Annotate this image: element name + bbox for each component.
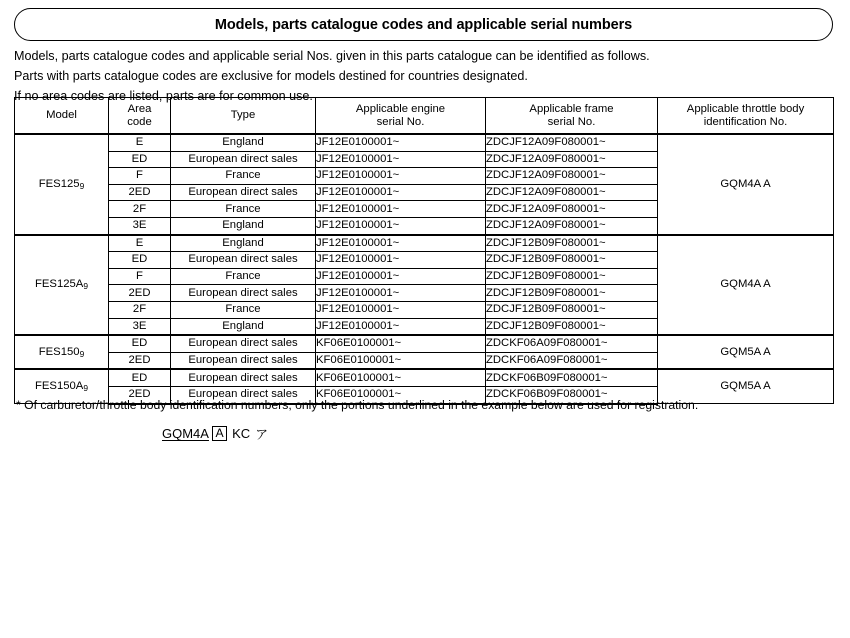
cell-engine-serial: JF12E0100001~ xyxy=(316,301,486,318)
column-header-engine-serial xyxy=(316,98,486,135)
cell-type: European direct sales xyxy=(171,151,316,168)
cell-type: European direct sales xyxy=(171,184,316,201)
cell-area-code: ED xyxy=(109,369,171,386)
cell-frame-serial: ZDCJF12A09F080001~ xyxy=(486,217,658,234)
column-header-throttle-body-line2: identification No. xyxy=(703,115,788,128)
identification-number-example xyxy=(162,424,268,443)
footnote-text: * Of carburetor/throttle body identification numbers, only the portions underlined in the example below are used for registration. xyxy=(16,398,699,412)
cell-frame-serial: ZDCJF12B09F080001~ xyxy=(486,285,658,302)
column-header-throttle-body xyxy=(658,98,834,135)
model-subscript: 9 xyxy=(79,348,85,359)
cell-frame-serial: ZDCKF06A09F080001~ xyxy=(486,352,658,369)
cell-type: European direct sales xyxy=(171,252,316,269)
intro-line-1: Models, parts catalogue codes and applicable serial Nos. given in this parts catalogue can be identified as follows. xyxy=(14,49,650,63)
model-subscript: 9 xyxy=(83,383,89,394)
cell-area-code: ED xyxy=(109,252,171,269)
table-row xyxy=(15,369,834,386)
cell-engine-serial: JF12E0100001~ xyxy=(316,252,486,269)
cell-engine-serial: JF12E0100001~ xyxy=(316,217,486,234)
cell-area-code: E xyxy=(109,134,171,151)
cell-frame-serial: ZDCJF12A09F080001~ xyxy=(486,201,658,218)
cell-area-code: F xyxy=(109,268,171,285)
cell-area-code: 2ED xyxy=(109,184,171,201)
cell-frame-serial: ZDCJF12A09F080001~ xyxy=(486,134,658,151)
cell-type: England xyxy=(171,134,316,151)
cell-type: European direct sales xyxy=(171,386,316,403)
models-table-wrapper xyxy=(14,97,833,405)
page-title-box xyxy=(14,8,833,41)
column-header-frame-serial-line2: serial No. xyxy=(547,115,596,128)
cell-throttle-body-id: GQM5A A xyxy=(658,369,834,403)
column-header-model xyxy=(15,98,109,135)
cell-frame-serial: ZDCKF06A09F080001~ xyxy=(486,335,658,352)
column-header-engine-serial-line1: Applicable engine xyxy=(355,102,446,115)
column-header-type xyxy=(171,98,316,135)
cell-type: England xyxy=(171,318,316,335)
cell-engine-serial: JF12E0100001~ xyxy=(316,168,486,185)
cell-model xyxy=(15,235,109,336)
cell-type: European direct sales xyxy=(171,369,316,386)
cell-frame-serial: ZDCJF12A09F080001~ xyxy=(486,184,658,201)
cell-area-code: 3E xyxy=(109,217,171,234)
intro-line-2: Parts with parts catalogue codes are exclusive for models destined for countries designated. xyxy=(14,69,528,83)
cell-frame-serial: ZDCJF12B09F080001~ xyxy=(486,318,658,335)
cell-model xyxy=(15,335,109,369)
column-header-area-code-line2: code xyxy=(127,115,152,128)
column-header-area-code xyxy=(109,98,171,135)
model-name: FES125A xyxy=(34,278,84,291)
cell-area-code: ED xyxy=(109,335,171,352)
cell-throttle-body-id: GQM4A A xyxy=(658,134,834,235)
cell-area-code: 2ED xyxy=(109,386,171,403)
cell-type: European direct sales xyxy=(171,335,316,352)
cell-model xyxy=(15,134,109,235)
table-body xyxy=(15,134,834,404)
column-header-throttle-body-line1: Applicable throttle body xyxy=(686,102,805,115)
cell-area-code: ED xyxy=(109,151,171,168)
cell-type: France xyxy=(171,168,316,185)
cell-engine-serial: KF06E0100001~ xyxy=(316,352,486,369)
cell-frame-serial: ZDCJF12A09F080001~ xyxy=(486,151,658,168)
column-header-engine-serial-line2: serial No. xyxy=(376,115,425,128)
cell-type: England xyxy=(171,235,316,252)
cell-frame-serial: ZDCJF12B09F080001~ xyxy=(486,268,658,285)
example-kana-character: ア xyxy=(255,427,269,442)
cell-engine-serial: JF12E0100001~ xyxy=(316,268,486,285)
column-header-model-line1: Model xyxy=(46,109,77,121)
cell-area-code: 2ED xyxy=(109,352,171,369)
cell-area-code: E xyxy=(109,235,171,252)
cell-area-code: F xyxy=(109,168,171,185)
cell-engine-serial: JF12E0100001~ xyxy=(316,235,486,252)
cell-engine-serial: JF12E0100001~ xyxy=(316,134,486,151)
model-subscript: 9 xyxy=(83,281,89,292)
model-name: FES125 xyxy=(38,177,80,190)
cell-area-code: 2F xyxy=(109,301,171,318)
model-name: FES150A xyxy=(34,380,84,393)
page-title: Models, parts catalogue codes and applicable serial numbers xyxy=(214,16,633,33)
table-row xyxy=(15,235,834,252)
table-row xyxy=(15,134,834,151)
column-header-frame-serial-line1: Applicable frame xyxy=(529,102,614,115)
example-tail-code: KC xyxy=(232,426,251,441)
intro-line-3: If no area codes are listed, parts are for common use. xyxy=(14,89,313,103)
table-row xyxy=(15,335,834,352)
cell-area-code: 2ED xyxy=(109,285,171,302)
cell-engine-serial: JF12E0100001~ xyxy=(316,201,486,218)
cell-type: France xyxy=(171,268,316,285)
column-header-frame-serial xyxy=(486,98,658,135)
cell-area-code: 3E xyxy=(109,318,171,335)
cell-frame-serial: ZDCJF12B09F080001~ xyxy=(486,252,658,269)
column-header-area-code-line1: Area xyxy=(127,102,152,115)
cell-frame-serial: ZDCJF12B09F080001~ xyxy=(486,235,658,252)
cell-type: England xyxy=(171,217,316,234)
cell-engine-serial: KF06E0100001~ xyxy=(316,369,486,386)
model-subscript: 9 xyxy=(79,180,85,191)
models-table xyxy=(14,97,834,405)
cell-engine-serial: JF12E0100001~ xyxy=(316,151,486,168)
cell-type: European direct sales xyxy=(171,285,316,302)
example-boxed-letter: A xyxy=(212,426,227,441)
table-header-row xyxy=(15,98,834,135)
cell-area-code: 2F xyxy=(109,201,171,218)
cell-engine-serial: JF12E0100001~ xyxy=(316,318,486,335)
cell-engine-serial: KF06E0100001~ xyxy=(316,386,486,403)
cell-engine-serial: JF12E0100001~ xyxy=(316,285,486,302)
cell-frame-serial: ZDCKF06B09F080001~ xyxy=(486,369,658,386)
cell-throttle-body-id: GQM5A A xyxy=(658,335,834,369)
cell-type: France xyxy=(171,301,316,318)
model-name: FES150 xyxy=(38,345,80,358)
cell-type: France xyxy=(171,201,316,218)
table-header xyxy=(15,98,834,135)
cell-frame-serial: ZDCKF06B09F080001~ xyxy=(486,386,658,403)
cell-engine-serial: KF06E0100001~ xyxy=(316,335,486,352)
cell-frame-serial: ZDCJF12B09F080001~ xyxy=(486,301,658,318)
column-header-type-line1: Type xyxy=(230,109,256,121)
cell-throttle-body-id: GQM4A A xyxy=(658,235,834,336)
example-underlined-code: GQM4A xyxy=(162,426,209,441)
cell-frame-serial: ZDCJF12A09F080001~ xyxy=(486,168,658,185)
cell-engine-serial: JF12E0100001~ xyxy=(316,184,486,201)
cell-type: European direct sales xyxy=(171,352,316,369)
